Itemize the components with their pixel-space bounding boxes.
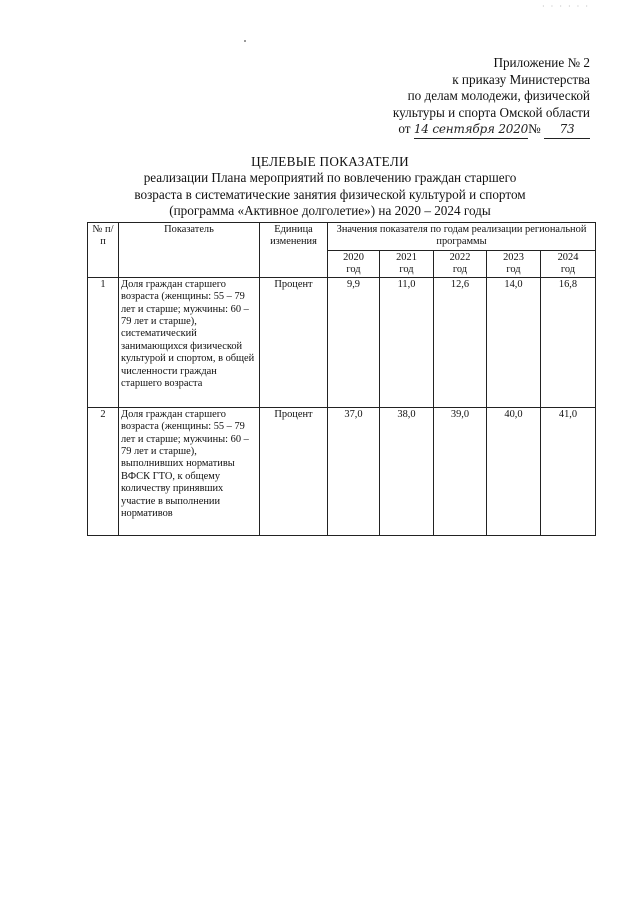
row-unit: Процент <box>260 277 328 407</box>
scan-dot <box>244 40 246 42</box>
row-value-2024: 41,0 <box>541 407 596 535</box>
table-row <box>88 407 596 535</box>
row-value-2023: 40,0 <box>487 407 541 535</box>
row-value-2022: 12,6 <box>434 277 487 407</box>
date-underline <box>414 121 528 139</box>
indicators-table <box>87 222 596 536</box>
subtitle-line: возраста в систематические занятия физической культурой и спортом <box>134 186 526 202</box>
row-value-2021: 11,0 <box>380 277 434 407</box>
year-header-2020: 2020 год <box>328 250 380 277</box>
document-heading: ЦЕЛЕВЫЕ ПОКАЗАТЕЛИ <box>251 154 409 169</box>
subtitle-line: реализации Плана мероприятий по вовлечению граждан старшего <box>143 170 517 186</box>
appendix-block <box>393 55 590 139</box>
row-number: 1 <box>88 277 119 407</box>
row-indicator: Доля граждан старшего возраста (женщины: 55 – 79 лет и старше; мужчины: 60 – 79 лет и старше), систематический занимающихся физической культурой и спортом, в общей численности граждан старшего возраста <box>119 277 260 407</box>
year-header-2024: 2024 год <box>541 250 596 277</box>
appendix-line: Приложение № 2 <box>493 55 590 70</box>
number-sign: № <box>528 121 541 137</box>
table-header-row <box>88 223 596 251</box>
subtitle-line: (программа «Активное долголетие») на 2020 – 2024 годы <box>169 203 491 219</box>
handwritten-number: 73 <box>544 121 590 139</box>
row-indicator: Доля граждан старшего возраста (женщины: 55 – 79 лет и старше; мужчины: 60 – 79 лет и старше), выполнивших нормативы ВФСК ГТО, к общему количеству принявших участие в выполнении нормативов <box>119 407 260 535</box>
header-values: Значения показателя по годам реализации региональной программы <box>328 223 596 251</box>
date-prefix: от <box>398 121 411 137</box>
row-value-2020: 37,0 <box>328 407 380 535</box>
header-indicator: Показатель <box>119 223 260 278</box>
row-number: 2 <box>88 407 119 535</box>
appendix-line: культуры и спорта Омской области <box>392 104 590 120</box>
row-value-2022: 39,0 <box>434 407 487 535</box>
row-unit: Процент <box>260 407 328 535</box>
scan-marks: · · · · · · <box>542 2 590 11</box>
table-row <box>88 277 596 407</box>
row-value-2024: 16,8 <box>541 277 596 407</box>
header-number: № п/п <box>88 223 119 278</box>
row-value-2023: 14,0 <box>487 277 541 407</box>
year-header-2023: 2023 год <box>487 250 541 277</box>
title-block <box>110 154 550 220</box>
row-value-2021: 38,0 <box>380 407 434 535</box>
row-value-2020: 9,9 <box>328 277 380 407</box>
year-header-2022: 2022 год <box>434 250 487 277</box>
year-header-2021: 2021 год <box>380 250 434 277</box>
handwritten-date: 14 сентября 2020 <box>413 122 529 137</box>
header-unit: Единица изменения <box>260 223 328 278</box>
appendix-line: по делам молодежи, физической <box>407 88 590 104</box>
order-date-line <box>393 121 590 139</box>
appendix-line: к приказу Министерства <box>452 71 590 87</box>
